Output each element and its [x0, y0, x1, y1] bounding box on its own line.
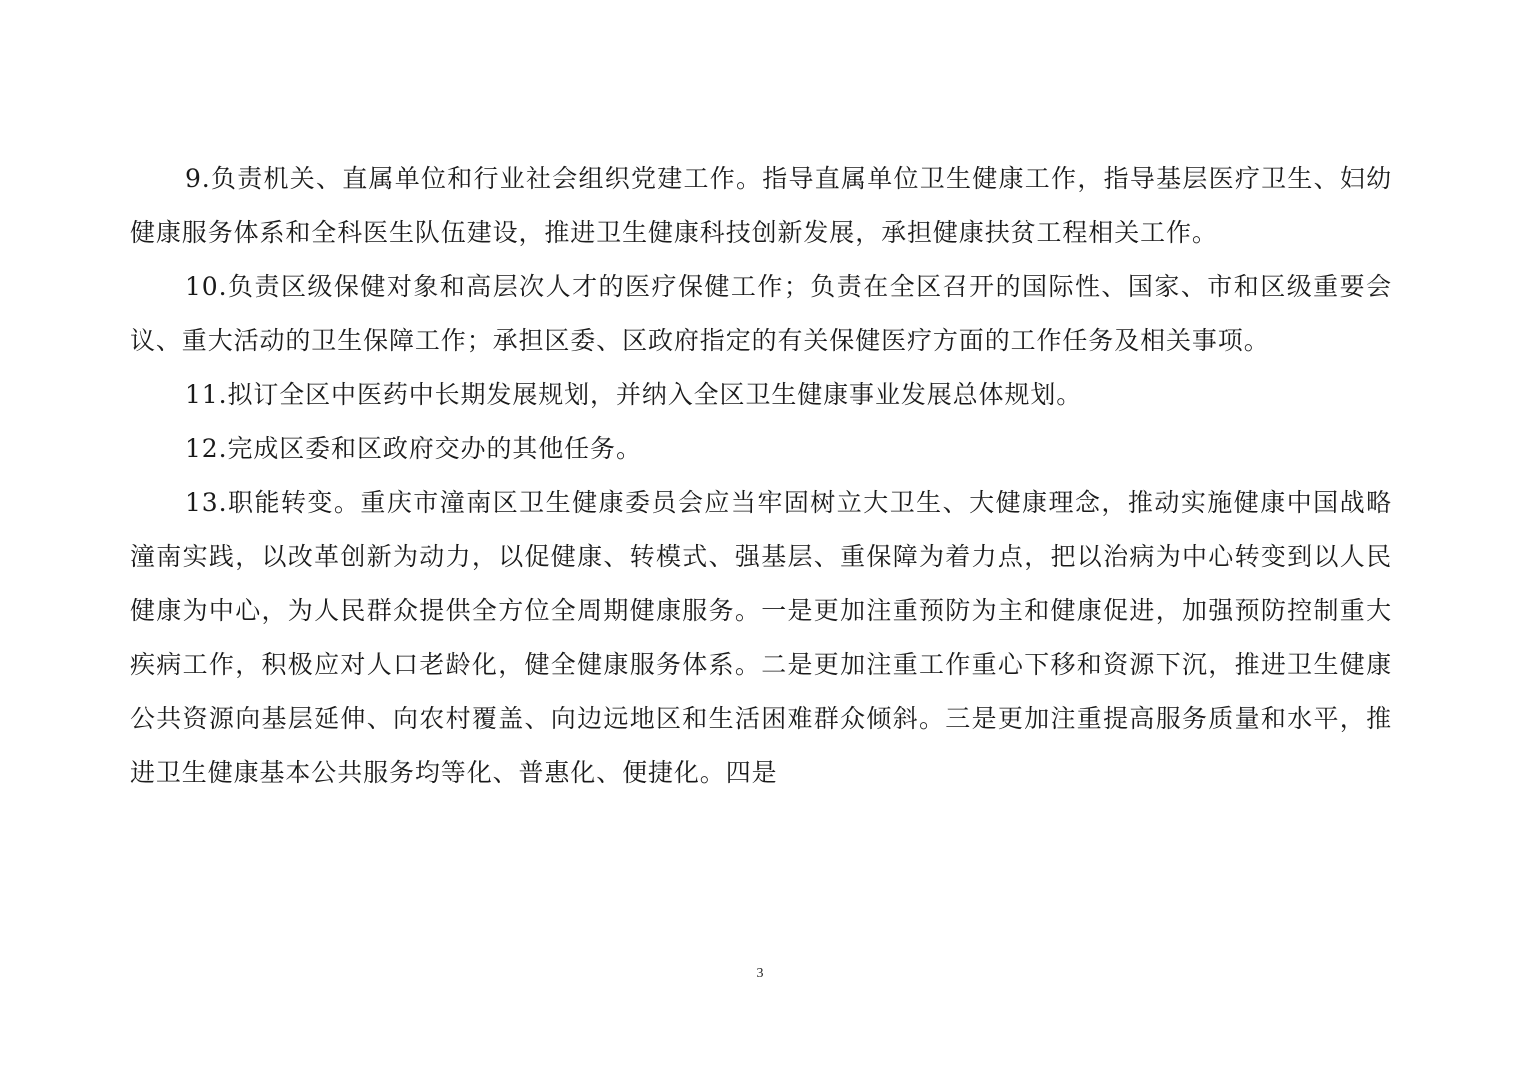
page-number: 3: [756, 966, 764, 981]
paragraph-item-12: 12.完成区委和区政府交办的其他任务。: [185, 434, 642, 463]
paragraph-item-13: 13.职能转变。重庆市潼南区卫生健康委员会应当牢固树立大卫生、大健康理念，推动实施健康中国战略潼南实践，以改革创新为动力，以促健康、转模式、强基层、重保障为着力点，把以治病为中心转变到以人民健康为中心，为人民群众提供全方位全周期健康服务。一是更加注重预防为主和健康促进，加强预防控制重大疾病工作，积极应对人口老龄化，健全健康服务体系。二是更加注重工作重心下移和资源下沉，推进卫生健康公共资源向基层延伸、向农村覆盖、向边远地区和生活困难群众倾斜。三是更加注重提高服务质量和水平，推进卫生健康基本公共服务均等化、普惠化、便捷化。四是: [130, 488, 1392, 787]
paragraph-item-9: 9.负责机关、直属单位和行业社会组织党建工作。指导直属单位卫生健康工作，指导基层医疗卫生、妇幼健康服务体系和全科医生队伍建设，推进卫生健康科技创新发展，承担健康扶贫工程相关工作。: [130, 164, 1392, 247]
document-body: [130, 152, 1392, 800]
paragraph-item-11: 11.拟订全区中医药中长期发展规划，并纳入全区卫生健康事业发展总体规划。: [185, 380, 1083, 409]
paragraph-item-10: 10.负责区级保健对象和高层次人才的医疗保健工作；负责在全区召开的国际性、国家、市和区级重要会议、重大活动的卫生保障工作；承担区委、区政府指定的有关保健医疗方面的工作任务及相关事项。: [130, 272, 1392, 355]
